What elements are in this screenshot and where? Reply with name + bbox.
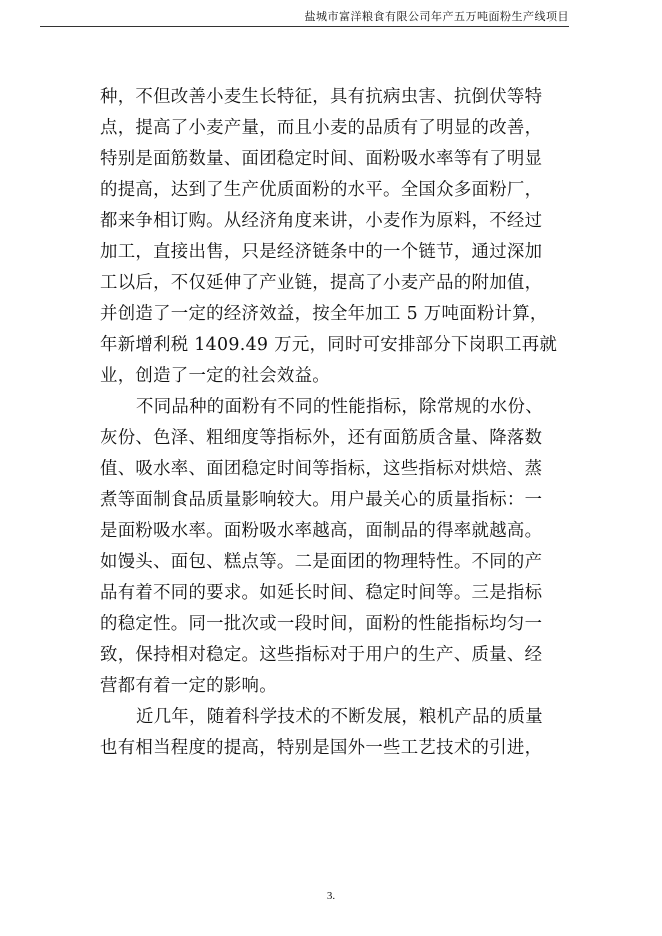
- text-line: 值、吸水率、面团稳定时间等指标，这些指标对烘焙、蒸: [100, 459, 543, 479]
- page-header: [40, 4, 569, 27]
- text-line: 品有着不同的要求。如延长时间、稳定时间等。三是指标: [100, 583, 543, 603]
- text-line: 如馒头、面包、糕点等。二是面团的物理特性。不同的产: [100, 552, 543, 572]
- text-line: 也有相当程度的提高，特别是国外一些工艺技术的引进，: [100, 738, 543, 758]
- text-line: 不同品种的面粉有不同的性能指标，除常规的水份、: [136, 397, 543, 417]
- text-line: 是面粉吸水率。面粉吸水率越高，面制品的得率就越高。: [100, 521, 543, 541]
- text-line: 的提高，达到了生产优质面粉的水平。全国众多面粉厂，: [100, 180, 543, 200]
- text-line: 特别是面筋数量、面团稳定时间、面粉吸水率等有了明显: [100, 149, 543, 169]
- text-line: 煮等面制食品质量影响较大。用户最关心的质量指标：一: [100, 490, 543, 510]
- text-line: 致，保持相对稳定。这些指标对于用户的生产、质量、经: [100, 645, 543, 665]
- text-line: 灰份、色泽、粗细度等指标外，还有面筋质含量、降落数: [100, 428, 543, 448]
- text-line: 种，不但改善小麦生长特征，具有抗病虫害、抗倒伏等特: [100, 87, 543, 107]
- text-line: 都来争相订购。从经济角度来讲，小麦作为原料，不经过: [100, 211, 543, 231]
- page-number: 3.: [326, 890, 336, 902]
- text-line: 的稳定性。同一批次或一段时间，面粉的性能指标均匀一: [100, 614, 543, 634]
- header-title: 盐城市富洋粮食有限公司年产五万吨面粉生产线项目: [304, 10, 569, 23]
- text-line: 并创造了一定的经济效益，按全年加工 5 万吨面粉计算，: [100, 304, 548, 324]
- text-line: 年新增利税 1409.49 万元，同时可安排部分下岗职工再就: [100, 335, 558, 355]
- text-line: 点，提高了小麦产量，而且小麦的品质有了明显的改善，: [100, 118, 543, 138]
- text-line: 近几年，随着科学技术的不断发展，粮机产品的质量: [136, 707, 543, 727]
- text-line: 业，创造了一定的社会效益。: [100, 366, 330, 386]
- text-line: 工以后，不仅延伸了产业链，提高了小麦产品的附加值，: [100, 273, 543, 293]
- document-body: [100, 82, 568, 764]
- text-line: 加工，直接出售，只是经济链条中的一个链节，通过深加: [100, 242, 543, 262]
- text-line: 营都有着一定的影响。: [100, 676, 277, 696]
